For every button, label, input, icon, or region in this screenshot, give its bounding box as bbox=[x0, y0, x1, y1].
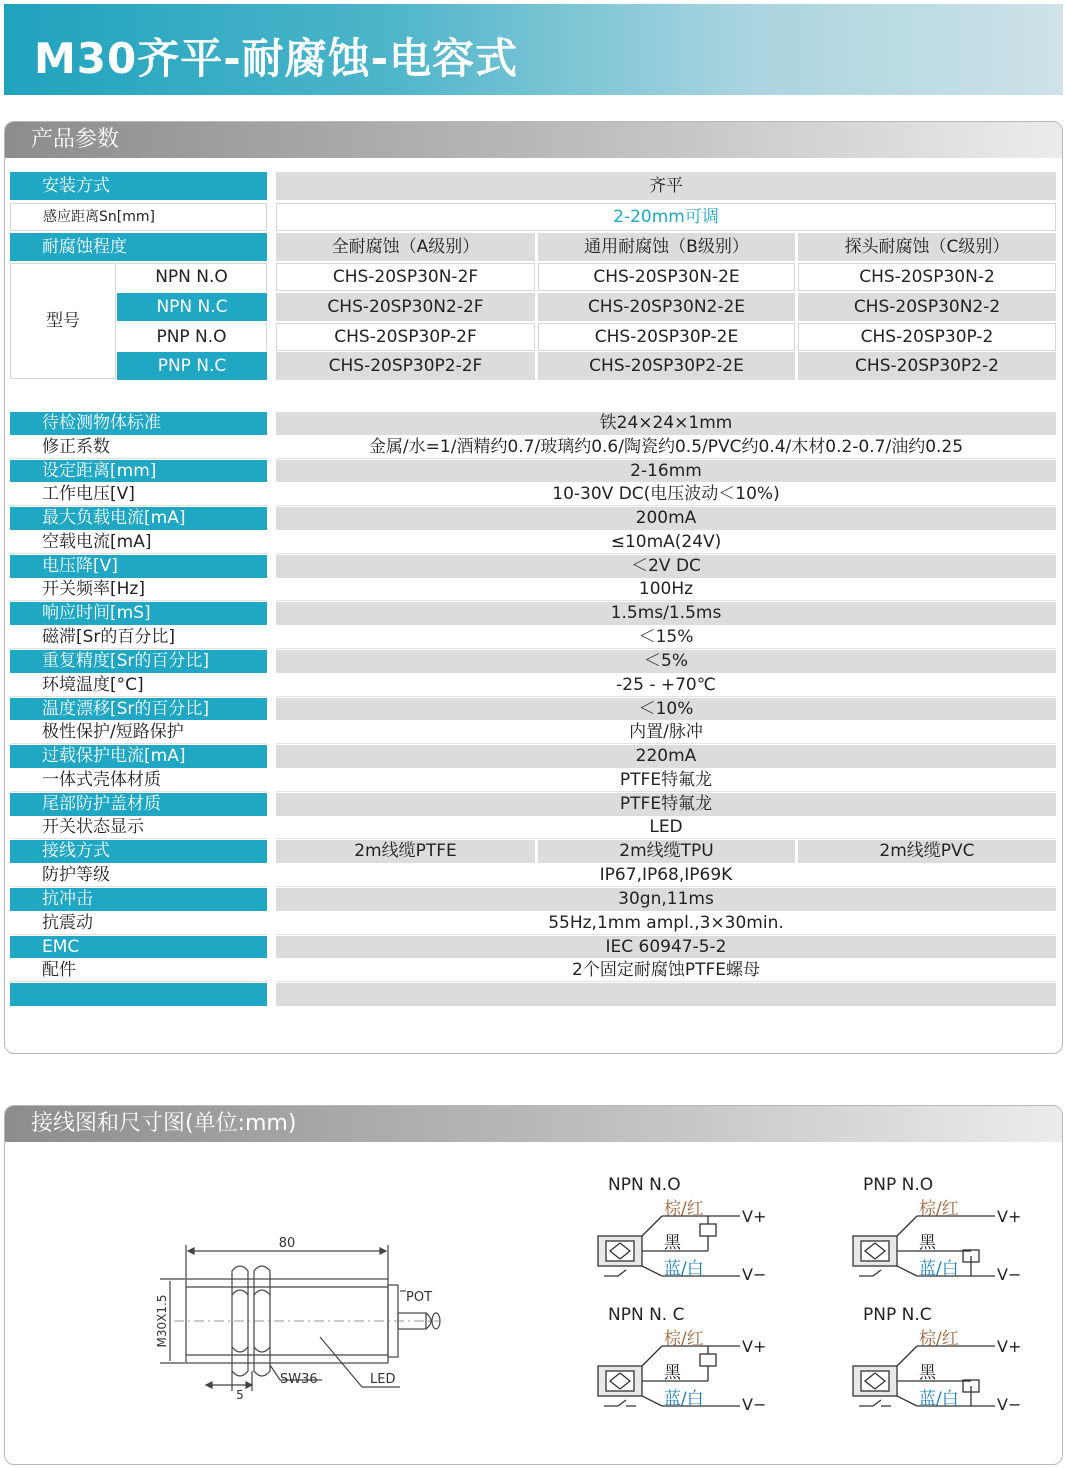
spec-value: 100Hz bbox=[276, 579, 1056, 601]
model-c-0: CHS-20SP30N-2 bbox=[798, 263, 1056, 291]
page-title: M30齐平-耐腐蚀-电容式 bbox=[34, 34, 519, 83]
spec-label bbox=[10, 983, 267, 1006]
spec-label: 极性保护/短路保护 bbox=[10, 721, 267, 744]
wire-brown-label: 棕/红 bbox=[919, 1199, 959, 1219]
spec-value: LED bbox=[276, 817, 1056, 839]
spec-label: 工作电压[V] bbox=[10, 483, 267, 506]
v-minus-label: V− bbox=[742, 1265, 767, 1284]
spec-label: 响应时间[mS] bbox=[10, 602, 267, 625]
spec-value: 铁24×24×1mm bbox=[276, 412, 1056, 435]
wire-blue-label: 蓝/白 bbox=[919, 1259, 959, 1279]
model-b-3: CHS-20SP30P2-2E bbox=[538, 352, 795, 380]
spec-label: 接线方式 bbox=[10, 840, 267, 863]
spec-label: 最大负载电流[mA] bbox=[10, 507, 267, 530]
spec-value: 55Hz,1mm ampl.,3×30min. bbox=[276, 912, 1056, 935]
spec-label: 温度漂移[Sr的百分比] bbox=[10, 698, 267, 720]
dim-thread: M30X1.5 bbox=[155, 1294, 169, 1348]
spec-label: 防护等级 bbox=[10, 864, 267, 887]
model-b-0: CHS-20SP30N-2E bbox=[538, 263, 795, 291]
model-a-0: CHS-20SP30N-2F bbox=[276, 263, 535, 291]
v-minus-label: V− bbox=[742, 1395, 767, 1414]
mount-label: 安装方式 bbox=[10, 172, 267, 200]
spec-value: 2个固定耐腐蚀PTFE螺母 bbox=[276, 959, 1056, 982]
dim-sw: SW36 bbox=[280, 1372, 318, 1387]
wire-brown-label: 棕/红 bbox=[664, 1329, 704, 1349]
spec-label: 抗冲击 bbox=[10, 888, 267, 911]
spec-value: ＜5% bbox=[276, 650, 1056, 673]
model-type-3: PNP N.C bbox=[117, 352, 267, 380]
spec-value: 1.5ms/1.5ms bbox=[276, 602, 1056, 625]
spec-value: 220mA bbox=[276, 745, 1056, 768]
wire-blue-label: 蓝/白 bbox=[664, 1259, 704, 1279]
v-minus-label: V− bbox=[997, 1265, 1022, 1284]
spec-label: 设定距离[mm] bbox=[10, 460, 267, 482]
spec-value-col: 2m线缆PVC bbox=[798, 840, 1056, 863]
wiring-title: PNP N.C bbox=[863, 1305, 932, 1325]
dim-length: 80 bbox=[278, 1236, 296, 1251]
model-c-1: CHS-20SP30N2-2 bbox=[798, 293, 1056, 321]
dim-pot: POT bbox=[406, 1290, 433, 1305]
sensing-label: 感应距离Sn[mm] bbox=[10, 203, 267, 231]
wire-brown-label: 棕/红 bbox=[664, 1199, 704, 1219]
corrosion-label: 耐腐蚀程度 bbox=[10, 233, 267, 261]
spec-label: 重复精度[Sr的百分比] bbox=[10, 650, 267, 673]
spec-label: 待检测物体标准 bbox=[10, 412, 267, 435]
spec-value bbox=[276, 983, 1056, 1006]
corrosion-col-c: 探头耐腐蚀（C级别） bbox=[798, 233, 1056, 261]
spec-value: IP67,IP68,IP69K bbox=[276, 864, 1056, 887]
wire-black-label: 黑 bbox=[664, 1233, 681, 1253]
wiring-title: NPN N. C bbox=[608, 1305, 685, 1325]
spec-value: 2-16mm bbox=[276, 460, 1056, 482]
spec-value: PTFE特氟龙 bbox=[276, 793, 1056, 816]
wire-black-label: 黑 bbox=[919, 1363, 936, 1383]
spec-value: 200mA bbox=[276, 507, 1056, 530]
spec-value: ＜10% bbox=[276, 698, 1056, 720]
wire-black-label: 黑 bbox=[919, 1233, 936, 1253]
section-title-params: 产品参数 bbox=[5, 122, 1062, 158]
spec-label: 开关频率[Hz] bbox=[10, 579, 267, 601]
wiring-diagram bbox=[596, 1172, 796, 1284]
spec-label: 尾部防护盖材质 bbox=[10, 793, 267, 816]
model-b-1: CHS-20SP30N2-2E bbox=[538, 293, 795, 321]
spec-value: ＜2V DC bbox=[276, 555, 1056, 578]
spec-value: PTFE特氟龙 bbox=[276, 769, 1056, 792]
wiring-diagram bbox=[596, 1302, 796, 1414]
spec-label: 配件 bbox=[10, 959, 267, 982]
wiring-title: PNP N.O bbox=[863, 1175, 934, 1195]
v-plus-label: V+ bbox=[997, 1207, 1022, 1226]
spec-label: 修正系数 bbox=[10, 436, 267, 459]
spec-value: 30gn,11ms bbox=[276, 888, 1056, 911]
corrosion-col-a: 全耐腐蚀（A级别） bbox=[276, 233, 535, 261]
wire-blue-label: 蓝/白 bbox=[919, 1389, 959, 1409]
wire-blue-label: 蓝/白 bbox=[664, 1389, 704, 1409]
corrosion-col-b: 通用耐腐蚀（B级别） bbox=[538, 233, 795, 261]
wiring-diagram bbox=[851, 1302, 1051, 1414]
spec-value-col: 2m线缆TPU bbox=[538, 840, 795, 863]
spec-value: 10-30V DC(电压波动＜10%) bbox=[276, 483, 1056, 506]
spec-value: 金属/水=1/酒精约0.7/玻璃约0.6/陶瓷约0.5/PVC约0.4/木材0.2-0.7/油约0.25 bbox=[276, 436, 1056, 459]
wiring-title: NPN N.O bbox=[608, 1175, 681, 1195]
spec-label: 空载电流[mA] bbox=[10, 531, 267, 554]
dim-led: LED bbox=[370, 1372, 396, 1387]
wire-brown-label: 棕/红 bbox=[919, 1329, 959, 1349]
wire-black-label: 黑 bbox=[664, 1363, 681, 1383]
section-title-wiring: 接线图和尺寸图(单位:mm) bbox=[5, 1106, 1062, 1142]
spec-value: 内置/脉冲 bbox=[276, 721, 1056, 744]
spec-value: -25 - +70℃ bbox=[276, 674, 1056, 697]
model-c-2: CHS-20SP30P-2 bbox=[798, 323, 1056, 351]
model-type-2: PNP N.O bbox=[117, 323, 267, 351]
model-a-1: CHS-20SP30N2-2F bbox=[276, 293, 535, 321]
model-c-3: CHS-20SP30P2-2 bbox=[798, 352, 1056, 380]
dim-nut: 5 bbox=[236, 1388, 244, 1402]
spec-label: EMC bbox=[10, 936, 267, 958]
spec-label: 抗震动 bbox=[10, 912, 267, 935]
model-label: 型号 bbox=[10, 263, 116, 379]
spec-value: ＜15% bbox=[276, 626, 1056, 649]
dimension-drawing bbox=[140, 1225, 460, 1405]
spec-value-col: 2m线缆PTFE bbox=[276, 840, 535, 863]
spec-label: 开关状态显示 bbox=[10, 817, 267, 839]
wiring-diagram bbox=[851, 1172, 1051, 1284]
model-type-1: NPN N.C bbox=[117, 293, 267, 321]
v-plus-label: V+ bbox=[742, 1207, 767, 1226]
spec-label: 过载保护电流[mA] bbox=[10, 745, 267, 768]
sensing-value: 2-20mm可调 bbox=[276, 203, 1056, 231]
title-banner bbox=[4, 4, 1063, 95]
spec-value: ≤10mA(24V) bbox=[276, 531, 1056, 554]
v-plus-label: V+ bbox=[742, 1337, 767, 1356]
spec-value: IEC 60947-5-2 bbox=[276, 936, 1056, 958]
v-minus-label: V− bbox=[997, 1395, 1022, 1414]
spec-label: 环境温度[°C] bbox=[10, 674, 267, 697]
model-type-0: NPN N.O bbox=[117, 263, 267, 291]
model-a-2: CHS-20SP30P-2F bbox=[276, 323, 535, 351]
model-a-3: CHS-20SP30P2-2F bbox=[276, 352, 535, 380]
v-plus-label: V+ bbox=[997, 1337, 1022, 1356]
spec-label: 磁滞[Sr的百分比] bbox=[10, 626, 267, 649]
mount-value: 齐平 bbox=[276, 172, 1056, 200]
model-b-2: CHS-20SP30P-2E bbox=[538, 323, 795, 351]
spec-label: 电压降[V] bbox=[10, 555, 267, 578]
spec-label: 一体式壳体材质 bbox=[10, 769, 267, 792]
